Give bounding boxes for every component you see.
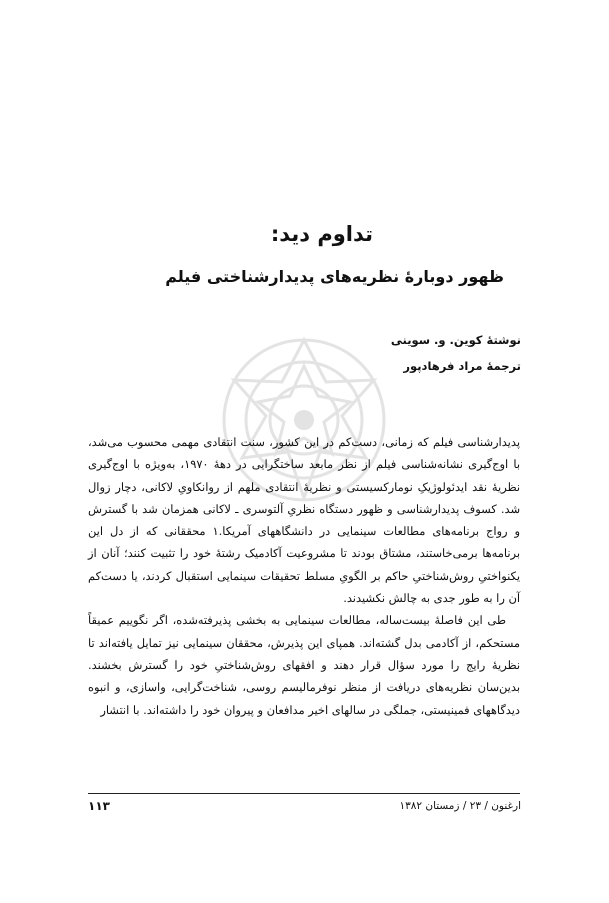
page-number: ۱۱۳: [88, 799, 110, 813]
footer-rule: [88, 793, 520, 794]
paragraph: پدیدارشناسی فیلم که زمانی، دست‌کم در این کشور، سنت انتقادی مهمی محسوب می‌شد، با اوج‌گیری نشانه‌شناسی فیلم از نظر مابعد ساختگرایی در دههٔ ۱۹۷۰، به‌ویژه با اوج‌گیری نظریهٔ نقد ایدئولوژیکِ نومارکسیستی و نظریهٔ انتقادی ملهم از روانکاویِ لاکانی، دچار زوال شد. کسوف پدیدارشناسی و ظهور دستگاه نظریِ آلتوسری ـ لاکانی همزمان شد با گسترش و رواج برنامه‌های مطالعات سینمایی در دانشگاههای آمریکا.۱ محققانی که از دل این برنامه‌ها برمی‌خاستند، مشتاق بودند تا مشروعیت آکادمیک رشتهٔ خود را تثبیت کنند؛ آنان از یکنواختیِ روش‌شناختیِ حاکم بر الگویِ مسلط تحقیقات سینمایی استقبال کردند، یا دست‌کم آن را به طور جدی به چالش نکشیدند.: [88, 435, 520, 606]
article-body: [88, 431, 520, 721]
translator-credit: ترجمهٔ مراد فرهادپور: [403, 359, 521, 373]
article-title: تداوم دید:: [270, 222, 373, 246]
journal-footer: ارغنون / ۲۳ / زمستان ۱۳۸۲: [399, 800, 521, 812]
article-subtitle: ظهور دوبارهٔ نظریه‌های پدیدارشناختی فیلم: [165, 267, 504, 286]
author-credit: نوشتهٔ کوین. و. سوینی: [390, 333, 521, 347]
paragraph: طی این فاصلهٔ بیست‌ساله، مطالعات سینمایی به بخشی پذیرفته‌شده، اگر نگوییم عمیقاً مستحکم، از آکادمی بدل گشته‌اند. همپای این پذیرش، محققان سینمایی نیز تمایل یافته‌اند تا نظریهٔ رایج را مورد سؤال قرار دهند و افقهای روش‌شناختیِ خود را گسترش بخشند. بدین‌سان نظریه‌های دریافت از منظر نوفرمالیسم روسی، شناخت‌گرایی، واسازی، و انبوه دیدگاههای فمینیستی، جملگی در سالهای اخیر مدافعان و پیروان خود را داشته‌اند. با انتشار: [88, 613, 520, 717]
